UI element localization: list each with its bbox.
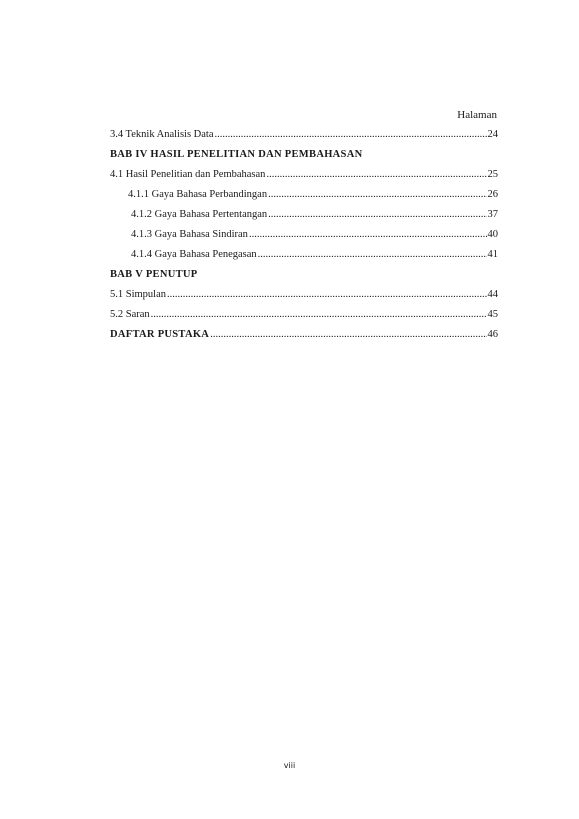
dot-leader	[214, 129, 486, 140]
dot-leader	[258, 249, 487, 260]
toc-entry-label: 5.1 Simpulan	[110, 289, 167, 300]
dot-leader	[268, 209, 486, 220]
toc-entry-4-1-3	[110, 229, 498, 249]
toc-entry-label: 4.1.1 Gaya Bahasa Perbandingan	[128, 189, 268, 200]
toc-entry-label: DAFTAR PUSTAKA	[110, 329, 210, 340]
dot-leader	[266, 169, 486, 180]
toc-entry-label: 3.4 Teknik Analisis Data	[110, 129, 214, 140]
toc-entry-4-1-4	[110, 249, 498, 269]
page-number-footer: viii	[283, 761, 296, 770]
dot-leader	[268, 189, 486, 200]
toc-entry-page: 45	[487, 309, 498, 320]
toc-entry-label: 4.1.3 Gaya Bahasa Sindiran	[131, 229, 248, 240]
toc-entry-5-2	[110, 309, 498, 329]
toc-entry-page: 24	[487, 129, 498, 140]
toc-chapter-label: BAB V PENUTUP	[110, 269, 198, 280]
toc-entry-page: 37	[487, 209, 498, 220]
toc-entry-page: 46	[487, 329, 498, 340]
toc-chapter-label: BAB IV HASIL PENELITIAN DAN PEMBAHASAN	[110, 149, 363, 160]
toc-entry-5-1	[110, 289, 498, 309]
dot-leader	[151, 309, 487, 320]
toc-entry-daftar-pustaka	[110, 329, 498, 349]
dot-leader	[167, 289, 486, 300]
toc-entry-label: 5.2 Saran	[110, 309, 150, 320]
dot-leader	[210, 329, 486, 340]
table-of-contents	[110, 129, 498, 349]
toc-entry-4-1-2	[110, 209, 498, 229]
dot-leader	[249, 229, 487, 240]
toc-entry-label: 4.1.2 Gaya Bahasa Pertentangan	[131, 209, 268, 220]
page-column-heading: Halaman	[457, 109, 497, 121]
toc-entry-4-1-1	[110, 189, 498, 209]
toc-entry-page: 25	[487, 169, 498, 180]
toc-entry-page: 44	[487, 289, 498, 300]
toc-chapter-bab-iv	[110, 149, 498, 169]
toc-chapter-bab-v	[110, 269, 498, 289]
toc-entry-3-4	[110, 129, 498, 149]
toc-entry-label: 4.1 Hasil Penelitian dan Pembahasan	[110, 169, 266, 180]
toc-entry-page: 41	[487, 249, 498, 260]
toc-entry-4-1	[110, 169, 498, 189]
toc-entry-page: 40	[487, 229, 498, 240]
toc-entry-page: 26	[487, 189, 498, 200]
toc-entry-label: 4.1.4 Gaya Bahasa Penegasan	[131, 249, 257, 260]
